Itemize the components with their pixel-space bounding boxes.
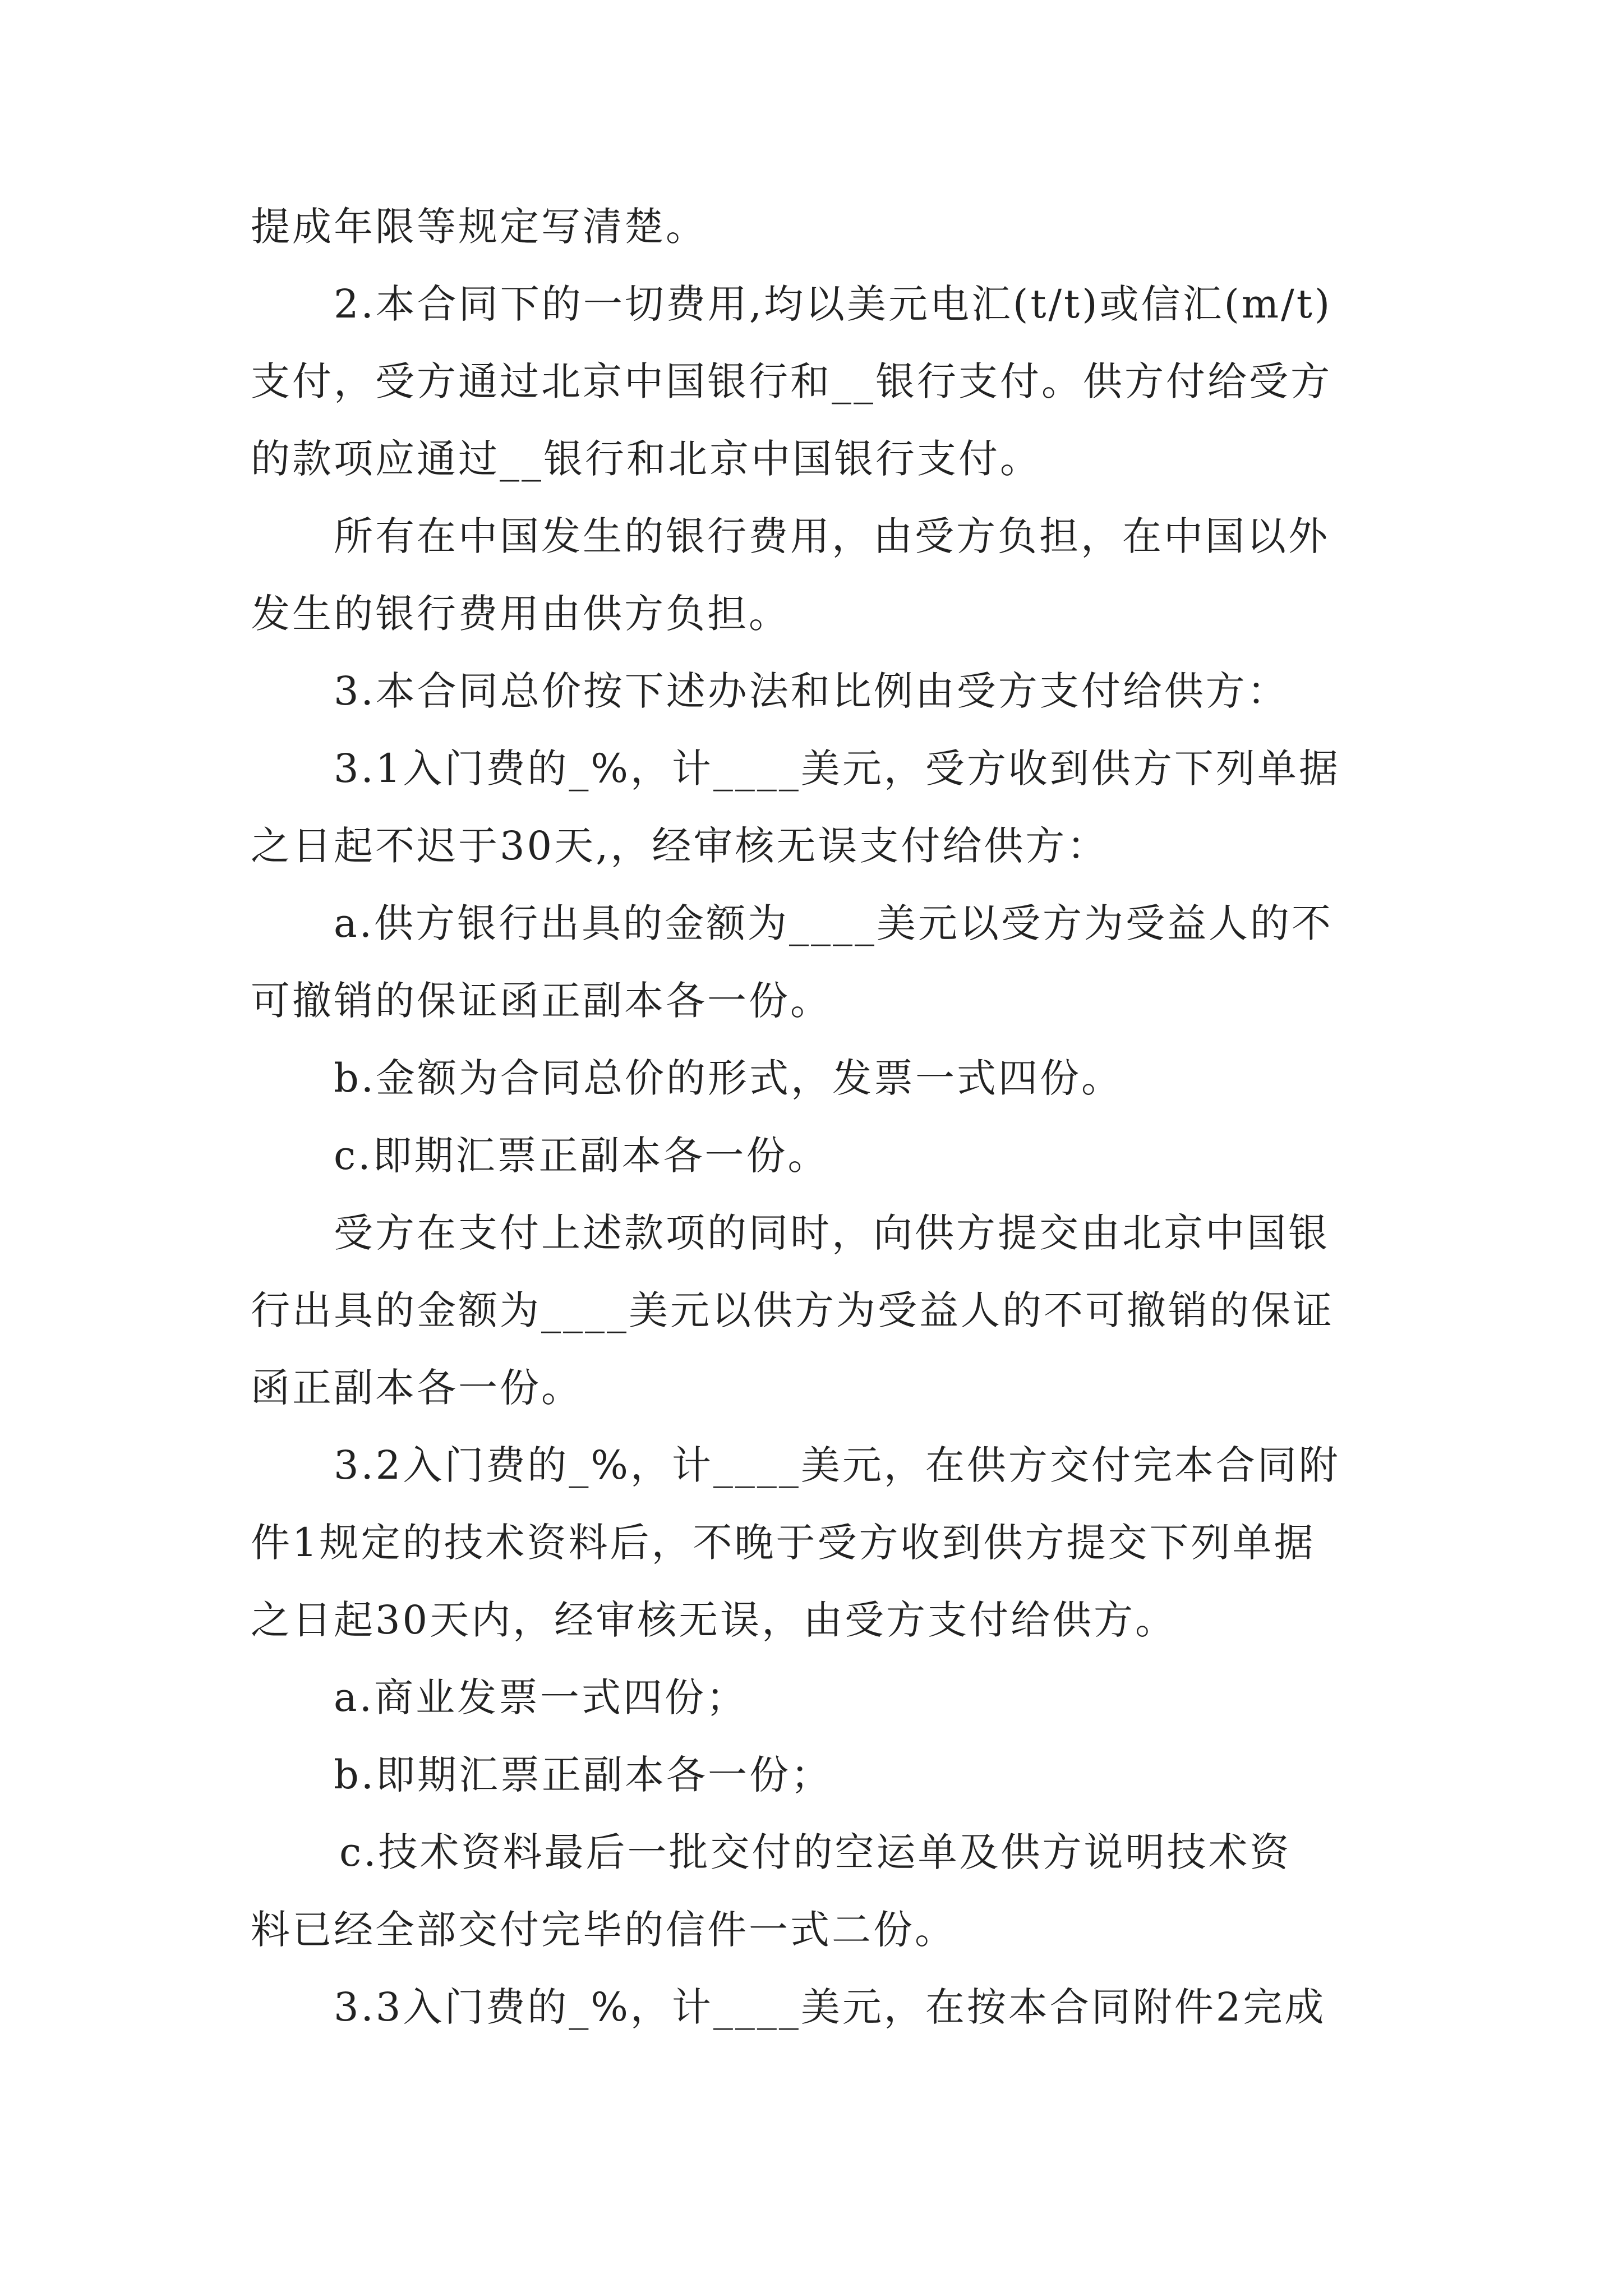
text-line: b.即期汇票正副本各一份； <box>334 1752 833 1798</box>
text-line: 3.本合同总价按下述办法和比例由受方支付给供方： <box>334 668 1289 714</box>
text-line: 所有在中国发生的银行费用，由受方负担，在中国以外 <box>334 513 1330 559</box>
text-line: 行出具的金额为____美元以供方为受益人的不可撤销的保证 <box>251 1287 1334 1333</box>
text-line: 函正副本各一份。 <box>251 1365 583 1411</box>
text-line: b.金额为合同总价的形式，发票一式四份。 <box>334 1055 1123 1101</box>
text-line: 2.本合同下的一切费用,均以美元电汇(t/t)或信汇(m/t) <box>334 281 1332 327</box>
text-line: 3.2入门费的_%，计____美元，在供方交付完本合同附 <box>334 1442 1340 1488</box>
text-line: 发生的银行费用由供方负担。 <box>251 591 790 637</box>
text-line: 可撤销的保证函正副本各一份。 <box>251 978 832 1024</box>
text-line: 支付，受方通过北京中国银行和__银行支付。供方付给受方 <box>251 358 1332 404</box>
document-body <box>251 188 1384 2046</box>
text-line: 之日起30天内，经审核无误，由受方支付给供方。 <box>251 1597 1177 1643</box>
text-line: 件1规定的技术资料后，不晚于受方收到供方提交下列单据 <box>251 1520 1316 1566</box>
text-line: a.商业发票一式四份； <box>334 1674 748 1720</box>
text-line: c.即期汇票正副本各一份。 <box>334 1133 829 1179</box>
text-line: 料已经全部交付完毕的信件一式二份。 <box>251 1907 956 1953</box>
text-line: 3.1入门费的_%，计____美元，受方收到供方下列单据 <box>334 746 1340 792</box>
text-line: c.技术资料最后一批交付的空运单及供方说明技术资 <box>339 1829 1292 1875</box>
text-line: a.供方银行出具的金额为____美元以受方为受益人的不 <box>334 900 1333 946</box>
text-line: 3.3入门费的_%，计____美元，在按本合同附件2完成 <box>334 1984 1326 2030</box>
text-line: 受方在支付上述款项的同时，向供方提交由北京中国银 <box>334 1210 1330 1256</box>
text-line: 的款项应通过__银行和北京中国银行支付。 <box>251 436 1041 482</box>
text-line: 之日起不迟于30天,，经审核无误支付给供方： <box>251 823 1109 869</box>
text-line: 提成年限等规定写清楚。 <box>251 204 707 250</box>
